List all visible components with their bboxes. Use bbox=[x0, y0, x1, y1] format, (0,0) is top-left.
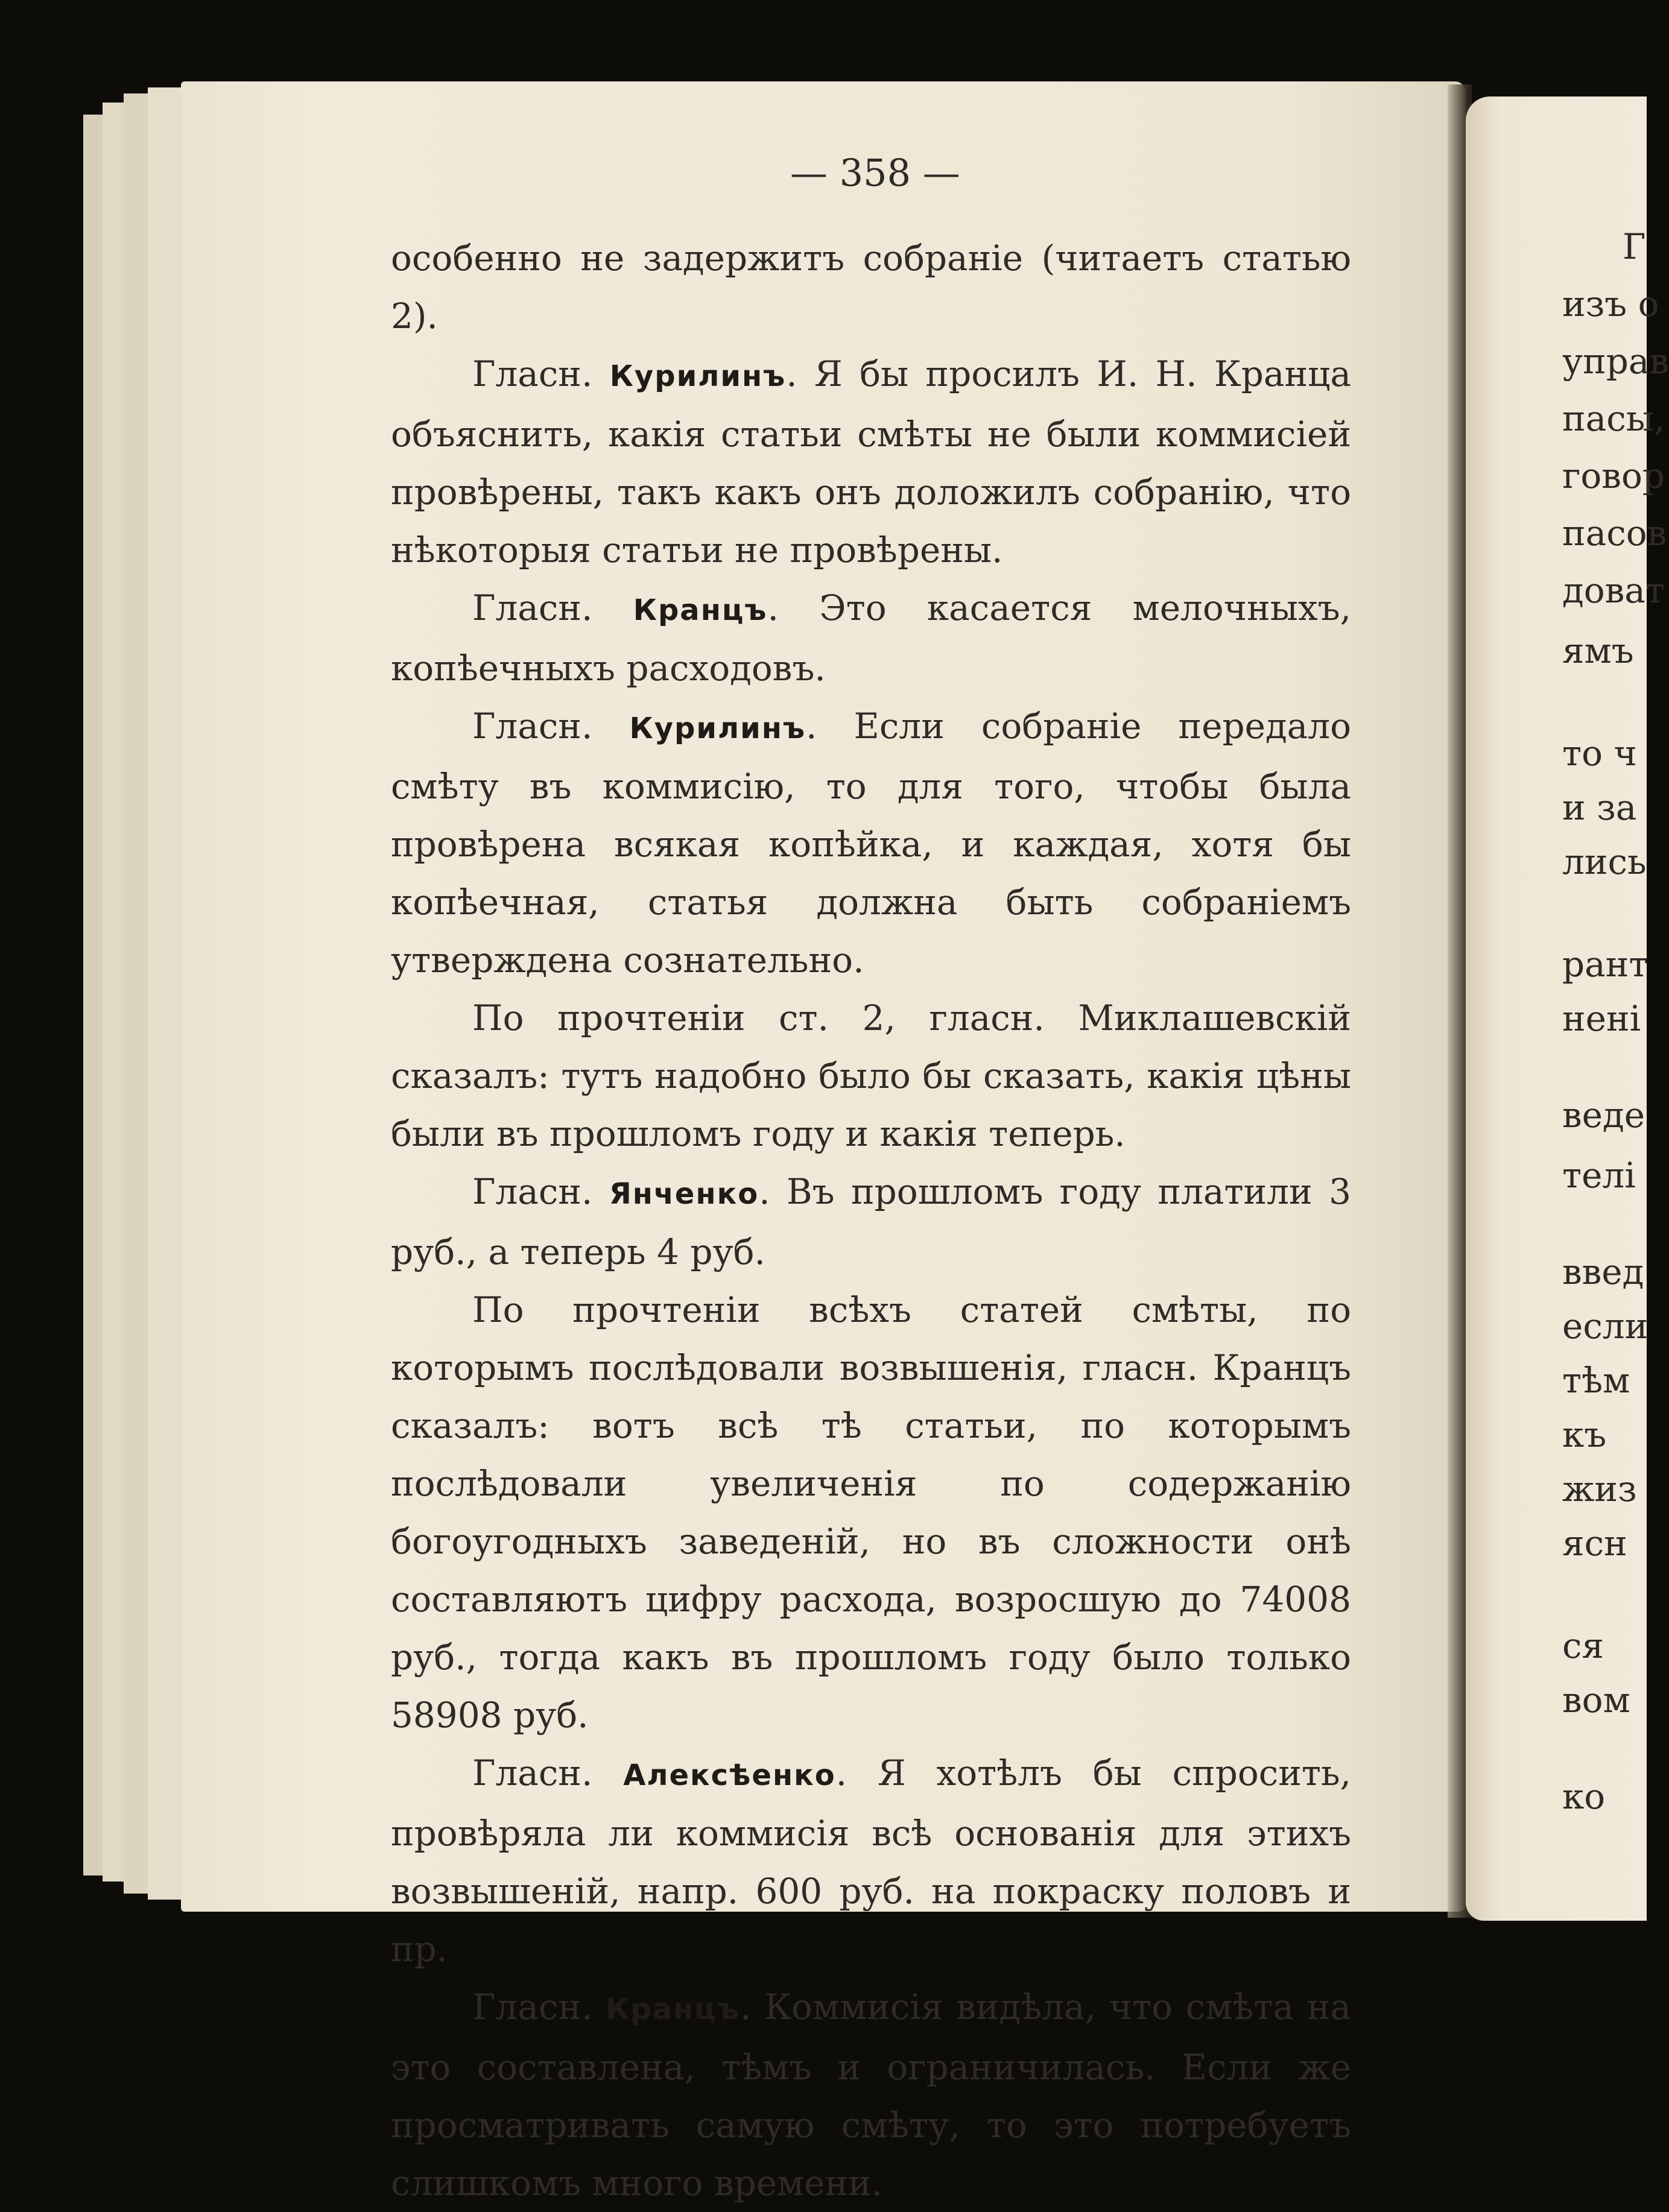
paragraph bbox=[391, 989, 1351, 1163]
right-page-fragment: если bbox=[1562, 1306, 1648, 1347]
right-page-fragment: телі bbox=[1562, 1155, 1636, 1196]
right-page-fragment: ко bbox=[1562, 1776, 1606, 1817]
paragraph-text: . Коммисія видѣла, что смѣта на это составлена, тѣмъ и ограничилась. Если же просматривать самую смѣту, то это потребуетъ слишкомъ много времени. bbox=[391, 1986, 1352, 2204]
right-page-fragment: веде bbox=[1562, 1095, 1645, 1136]
paragraph-text: . Я хотѣлъ бы спросить, провѣряла ли коммисія всѣ основанія для этихъ возвышеній, напр. 600 руб. на покраску половъ и пр. bbox=[391, 1752, 1351, 1970]
paragraph bbox=[391, 1978, 1351, 2212]
speaker-prefix: Гласн. bbox=[472, 353, 610, 394]
right-page-fragment: тѣм bbox=[1562, 1360, 1630, 1401]
page-number: — 358 — bbox=[790, 151, 960, 195]
right-page-fragment: пасов bbox=[1562, 513, 1667, 554]
speaker-prefix: Гласн. bbox=[472, 706, 630, 747]
speaker-prefix: Гласн. bbox=[472, 1752, 624, 1793]
paragraph-text: . Это касается мелочныхъ, копѣечныхъ расходовъ. bbox=[391, 587, 1351, 689]
right-page-fragment: ямъ bbox=[1562, 630, 1634, 671]
speaker-prefix: Гласн. bbox=[472, 1986, 606, 2027]
page-body-text bbox=[391, 229, 1351, 2212]
right-page-fragment: ся bbox=[1562, 1625, 1604, 1666]
right-page-fragment: управ bbox=[1562, 341, 1669, 382]
paragraph bbox=[391, 1163, 1351, 1281]
paragraph-text: . Въ прошломъ году платили 3 руб., а теперь 4 руб. bbox=[391, 1171, 1352, 1272]
right-page-fragment: жиз bbox=[1562, 1468, 1637, 1509]
right-page-fragment: то ч bbox=[1562, 733, 1637, 774]
paragraph bbox=[391, 579, 1351, 697]
speaker-name: Кранцъ bbox=[606, 1992, 740, 2026]
right-page-fragment: изъ о bbox=[1562, 283, 1659, 324]
speaker-name: Алексѣенко bbox=[623, 1759, 836, 1792]
speaker-name: Кранцъ bbox=[633, 593, 768, 627]
paragraph bbox=[391, 1281, 1351, 1744]
paragraph-text: . Если собраніе передало смѣту въ коммисію, то для того, чтобы была провѣрена всякая копѣйка, и каждая, хотя бы копѣечная, статья должна быть собраніемъ утверждена сознательно. bbox=[391, 706, 1351, 981]
right-page-fragment: ясн bbox=[1562, 1523, 1627, 1564]
right-page-fragment: къ bbox=[1562, 1414, 1607, 1455]
paragraph-text: По прочтеніи всѣхъ статей смѣты, по которымъ послѣдовали возвышенія, гласн. Кранцъ сказалъ: вотъ всѣ тѣ статьи, по которымъ послѣдовали увеличенія по содержанію богоугодныхъ заведеній, но въ сложности онѣ составляютъ цифру расхода, возросшую до 74008 руб., тогда какъ въ прошломъ году было только 58908 руб. bbox=[391, 1289, 1351, 1736]
paragraph-text: . Я бы просилъ И. Н. Кранца объяснить, какія статьи смѣты не были коммисіей провѣрены, такъ какъ онъ доложилъ собранію, что нѣкоторыя статьи не провѣрены. bbox=[391, 353, 1352, 570]
right-page-fragment: и за bbox=[1562, 787, 1637, 828]
paragraph bbox=[391, 229, 1351, 345]
paragraph bbox=[391, 1744, 1351, 1978]
paragraph bbox=[391, 697, 1351, 989]
right-page-fragment: вом bbox=[1562, 1680, 1630, 1721]
right-page-fragment: доват bbox=[1562, 570, 1665, 611]
speaker-prefix: Гласн. bbox=[472, 1171, 609, 1212]
paragraph bbox=[391, 345, 1351, 579]
right-page-fragment: Г bbox=[1623, 226, 1646, 267]
right-page-fragment: лись bbox=[1562, 841, 1647, 882]
right-page-fragment: введ bbox=[1562, 1251, 1644, 1292]
speaker-name: Курилинъ bbox=[609, 359, 787, 393]
right-page-fragment: рант bbox=[1562, 944, 1648, 985]
right-page-fragment: нені bbox=[1562, 998, 1641, 1039]
right-page-fragment: говор bbox=[1562, 455, 1665, 496]
speaker-name: Курилинъ bbox=[629, 712, 806, 745]
speaker-prefix: Гласн. bbox=[472, 587, 633, 628]
speaker-name: Янченко bbox=[609, 1177, 759, 1211]
paragraph-text: особенно не задержитъ собраніе (читаетъ статью 2). bbox=[391, 238, 1351, 337]
paragraph-text: По прочтеніи ст. 2, гласн. Миклашевскій сказалъ: тутъ надобно было бы сказать, какія цѣны были въ прошломъ году и какія теперь. bbox=[391, 997, 1351, 1154]
right-page-fragment: пасы, bbox=[1562, 398, 1665, 439]
